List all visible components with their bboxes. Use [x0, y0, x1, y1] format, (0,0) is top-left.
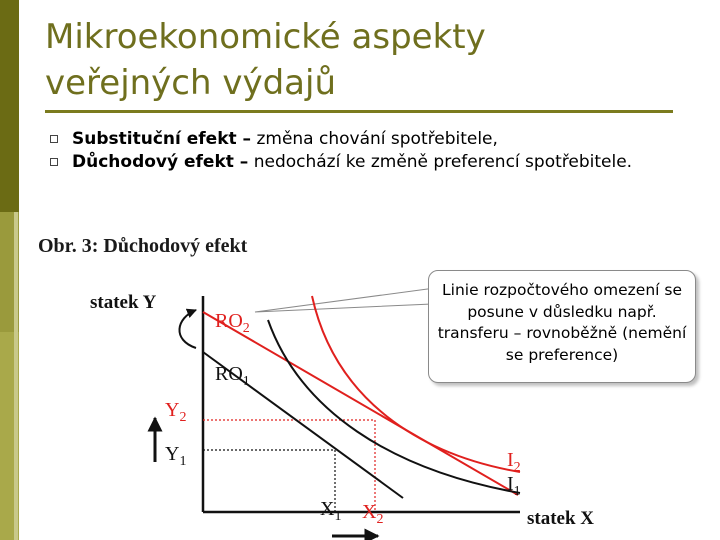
label-x2 — [362, 501, 383, 527]
label-y2 — [165, 399, 186, 425]
label-y1 — [165, 443, 186, 469]
label-i1-sub: 1 — [513, 484, 521, 499]
label-x2-sub: 2 — [376, 512, 384, 527]
x-axis-label: statek X — [527, 508, 595, 529]
label-i1-main: I — [507, 473, 514, 495]
label-y2-sub: 2 — [179, 410, 187, 425]
label-y2-main: Y — [165, 399, 180, 421]
bullet-term: Důchodový efekt – — [72, 152, 249, 172]
label-i1 — [507, 473, 521, 499]
callout-box: Linie rozpočtového omezení se posune v důsledku např. transferu – rovnoběžně (nemění se preference) — [428, 270, 696, 383]
label-x2-main: X — [362, 501, 377, 523]
label-x1 — [320, 498, 341, 524]
label-x1-main: X — [320, 498, 335, 520]
label-ro1-main: RO — [215, 363, 243, 385]
bullet-text: nedochází ke změně preferencí spotřebitele. — [248, 152, 633, 172]
label-i2-main: I — [507, 449, 514, 471]
bullet-text: změna chování spotřebitele, — [251, 129, 498, 149]
label-y1-main: Y — [165, 443, 180, 465]
title-line-1: Mikroekonomické aspekty — [45, 17, 486, 57]
label-ro1 — [215, 363, 250, 389]
label-ro2 — [215, 310, 250, 336]
label-ro1-sub: 1 — [242, 374, 250, 389]
label-i2-sub: 2 — [513, 460, 521, 475]
label-ro2-main: RO — [215, 310, 243, 332]
callout-pointer — [255, 288, 435, 312]
label-i2 — [507, 449, 521, 475]
label-x1-sub: 1 — [334, 509, 342, 524]
bullet-term: Substituční efekt – — [72, 129, 252, 149]
shift-arrow-icon — [179, 310, 196, 348]
y-axis-label: statek Y — [90, 292, 157, 313]
label-y1-sub: 1 — [179, 454, 187, 469]
label-ro2-sub: 2 — [242, 321, 250, 336]
title-line-2: veřejných výdajů — [45, 63, 337, 103]
figure-caption: Obr. 3: Důchodový efekt — [38, 235, 248, 257]
